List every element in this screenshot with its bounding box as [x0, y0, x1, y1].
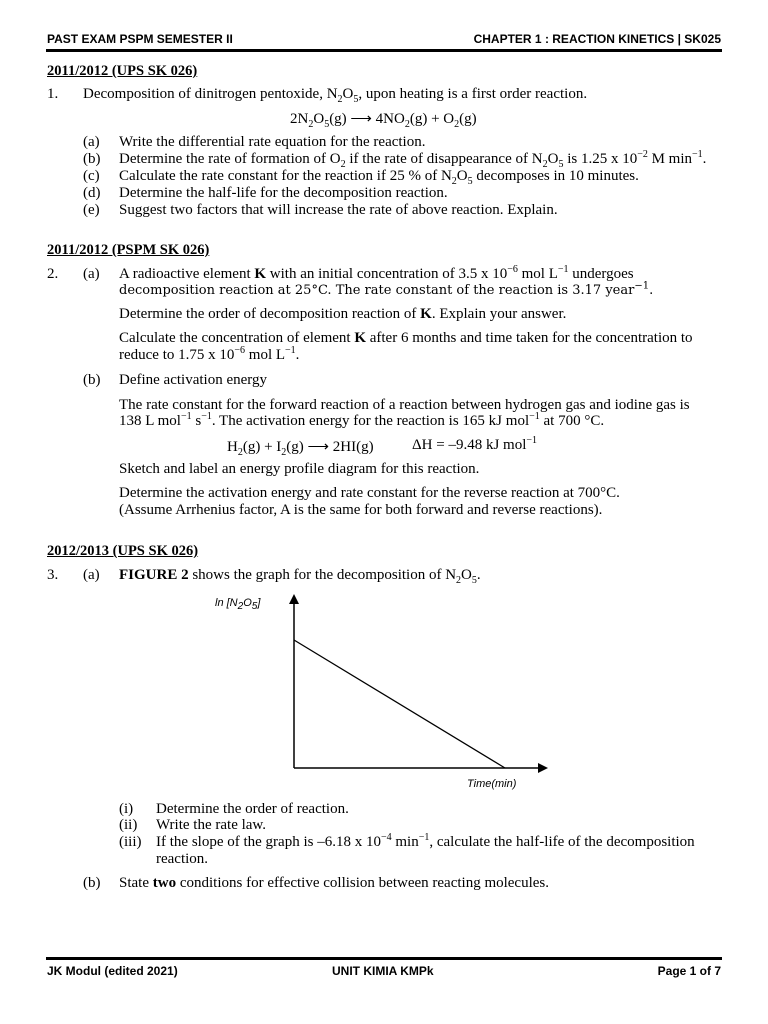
q1-item-b: Determine the rate of formation of $O_2$ if the rate of disappearance of $N_2O_5$ is 1.25 x $10^{-2}$ M $\min^{-1}$.	[119, 149, 707, 170]
q2-b-enthalpy: ΔH = –9.48 kJ mol$^{-1}$	[412, 435, 538, 453]
footer-left: JK Modul (edited 2021)	[47, 964, 178, 978]
q2-b-para2-line2: 138 L mol$^{-1}$ $s^{-1}$. The activation energy for the reaction is 165 kJ mol$^{-1}$ at 700 °C.	[119, 411, 605, 429]
q2-b-para2-line1: The rate constant for the forward reaction of a reaction between hydrogen gas and iodine gas is	[119, 397, 690, 413]
header-right: CHAPTER 1 : REACTION KINETICS | SK025	[473, 32, 721, 46]
q1-item-label: (d)	[83, 185, 101, 201]
footer-center: UNIT KIMIA KMPk	[332, 964, 434, 978]
section-heading-q3: 2012/2013 (UPS SK 026)	[47, 543, 199, 559]
q2-a-para2: Determine the order of decomposition reaction of K. Explain your answer.	[119, 306, 567, 322]
q1-item-label: (b)	[83, 151, 101, 167]
q2-a-para3-line1: Calculate the concentration of element K after 6 months and time taken for the concentration to	[119, 330, 693, 346]
q2-b-para4-line2: (Assume Arrhenius factor, A is the same for both forward and reverse reactions).	[119, 502, 603, 518]
header-rule	[46, 49, 722, 52]
q3-part-b-label: (b)	[83, 875, 101, 891]
graph-y-arrow	[289, 594, 299, 604]
q1-item-label: (e)	[83, 202, 100, 218]
q1-item-d: Determine the half-life for the decomposition reaction.	[119, 185, 448, 201]
question-number-2: 2.	[47, 266, 59, 282]
q3-item-label: (ii)	[119, 817, 138, 833]
q1-item-label: (c)	[83, 168, 100, 184]
graph-y-axis-label: $\ln [N_2O_5]$	[215, 597, 261, 613]
q3-item-ii: Write the rate law.	[156, 817, 267, 833]
q2-b-para3: Sketch and label an energy profile diagram for this reaction.	[119, 461, 480, 477]
q3-item-iii: If the slope of the graph is –6.18 x $10^{-4}$ $\min^{-1}$, calculate the half-life of the decomposition	[156, 832, 695, 850]
q3-a-text: FIGURE 2 shows the graph for the decomposition of $N_2O_5$.	[119, 567, 481, 586]
q1-equation: $2N_2O_5(g)$ ⟶ $4NO_2(g) + O_2(g)$	[290, 111, 477, 130]
footer-page-number: Page 1 of 7	[657, 964, 721, 978]
q3-b-text: State two conditions for effective collision between reacting molecules.	[119, 875, 550, 891]
section-heading-q1: 2011/2012 (UPS SK 026)	[47, 63, 198, 79]
footer-rule	[46, 957, 722, 960]
graph-decay-line	[294, 640, 505, 768]
q3-item-label: (iii)	[119, 834, 142, 850]
q3-item-iii-cont: reaction.	[156, 851, 209, 867]
question-number-1: 1.	[47, 86, 59, 102]
q2-part-b-label: (b)	[83, 372, 101, 388]
q3-part-a-label: (a)	[83, 567, 100, 583]
q3-item-label: (i)	[119, 801, 134, 817]
figure-2-graph	[280, 590, 555, 775]
q3-item-i: Determine the order of reaction.	[156, 801, 349, 817]
q2-a-line1: A radioactive element K with an initial concentration of 3.5 x $10^{-6}$ mol $L^{-1}$ undergoes	[119, 264, 634, 282]
graph-x-arrow	[538, 763, 548, 773]
q2-b-para4-line1: Determine the activation energy and rate constant for the reverse reaction at 700°C.	[119, 485, 620, 501]
q1-intro: Decomposition of dinitrogen pentoxide, $N_2O_5$, upon heating is a first order reaction.	[83, 86, 588, 105]
q2-b-para1: Define activation energy	[119, 372, 267, 388]
q2-a-line2: decomposition reaction at 25°C. The rate constant of the reaction is 3.17 year$^{-1}$.	[119, 280, 654, 298]
q2-part-a-label: (a)	[83, 266, 100, 282]
header-left: PAST EXAM PSPM SEMESTER II	[47, 32, 233, 46]
q2-a-para3-line2: reduce to 1.75 x $10^{-6}$ mol $L^{-1}$.	[119, 345, 300, 363]
question-number-3: 3.	[47, 567, 59, 583]
q1-item-label: (a)	[83, 134, 100, 150]
q1-item-e: Suggest two factors that will increase the rate of above reaction. Explain.	[119, 202, 558, 218]
section-heading-q2: 2011/2012 (PSPM SK 026)	[47, 242, 210, 258]
q1-item-c: Calculate the rate constant for the reaction if 25 % of $N_2O_5$ decomposes in 10 minutes.	[119, 168, 639, 187]
q2-b-equation: $H_2(g) + I_2(g)$ ⟶ 2HI(g)	[227, 439, 374, 458]
graph-x-axis-label: Time(min)	[467, 778, 517, 790]
q1-item-a: Write the differential rate equation for the reaction.	[119, 134, 426, 150]
